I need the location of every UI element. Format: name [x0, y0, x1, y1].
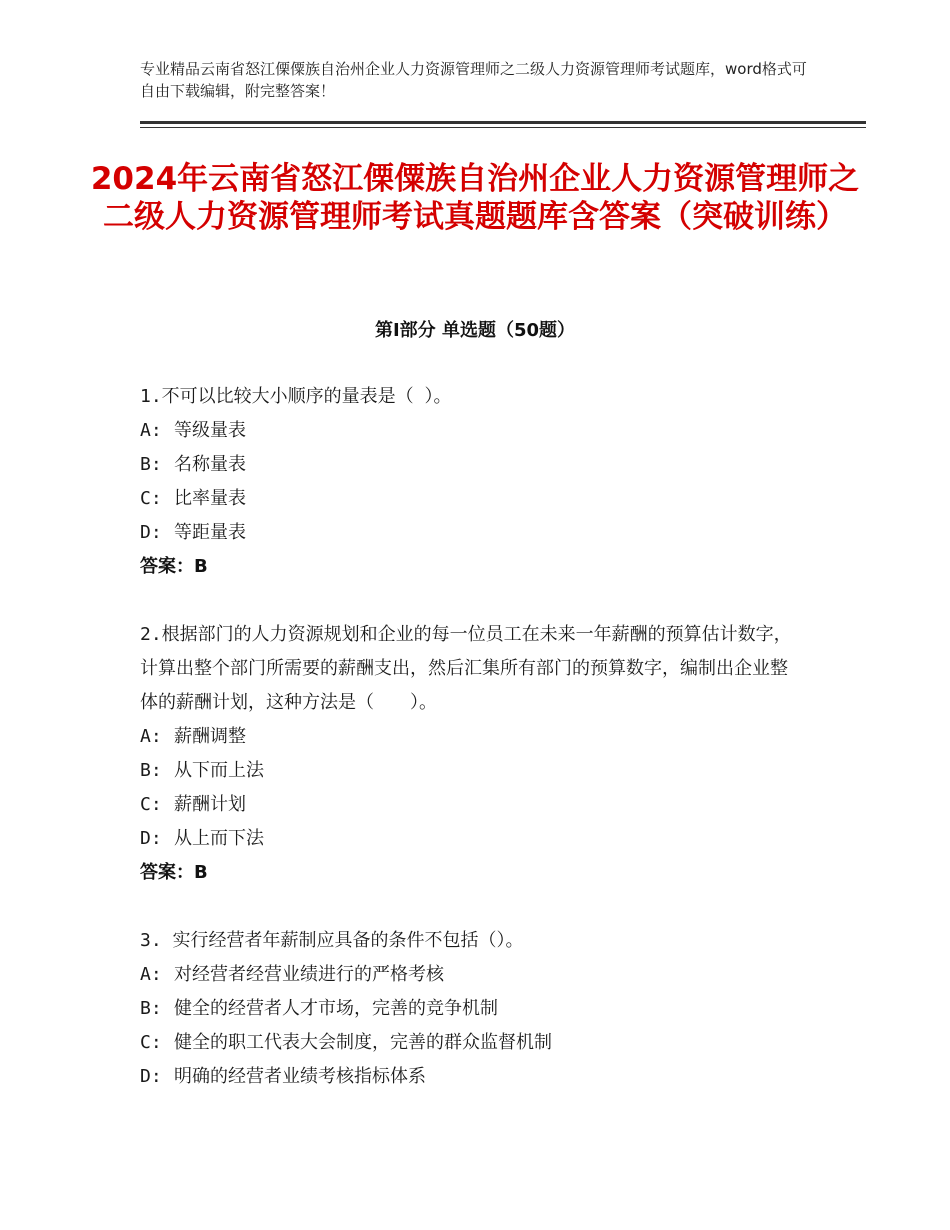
- option-key: B:: [140, 454, 162, 475]
- option-a: [140, 720, 800, 754]
- option-text: 明确的经营者业绩考核指标体系: [174, 1066, 426, 1087]
- option-key: B:: [140, 760, 162, 781]
- option-key: A:: [140, 420, 162, 441]
- header-divider-thick: [140, 121, 866, 124]
- option-c: [140, 482, 800, 516]
- option-a: [140, 414, 800, 448]
- question-stem: 2.根据部门的人力资源规划和企业的每一位员工在未来一年薪酬的预算估计数字，计算出整个部门所需要的薪酬支出，然后汇集所有部门的预算数字，编制出企业整体的薪酬计划，这种方法是（ ）。: [140, 624, 792, 713]
- option-text: 等距量表: [174, 522, 246, 543]
- option-text: 对经营者经营业绩进行的严格考核: [174, 964, 444, 985]
- option-text: 健全的经营者人才市场，完善的竞争机制: [174, 998, 498, 1019]
- option-text: 从上而下法: [174, 828, 264, 849]
- option-b: [140, 992, 800, 1026]
- option-key: C:: [140, 794, 162, 815]
- option-c: [140, 788, 800, 822]
- question-stem: 1.不可以比较大小顺序的量表是（ ）。: [140, 386, 452, 407]
- option-key: C:: [140, 488, 162, 509]
- option-text: 健全的职工代表大会制度，完善的群众监督机制: [174, 1032, 552, 1053]
- question-1: [140, 380, 800, 584]
- option-text: 名称量表: [174, 454, 246, 475]
- option-b: [140, 754, 800, 788]
- option-text: 比率量表: [174, 488, 246, 509]
- option-d: [140, 1060, 800, 1094]
- option-key: A:: [140, 964, 162, 985]
- option-key: B:: [140, 998, 162, 1019]
- answer-line: 答案：B: [140, 862, 208, 883]
- question-list: [140, 380, 800, 1128]
- option-text: 薪酬调整: [174, 726, 246, 747]
- question-stem: 3. 实行经营者年薪制应具备的条件不包括（）。: [140, 930, 524, 951]
- question-3: [140, 924, 800, 1094]
- section-title: 第Ⅰ部分 单选题（50题）: [374, 320, 575, 341]
- option-key: D:: [140, 828, 162, 849]
- option-text: 薪酬计划: [174, 794, 246, 815]
- option-text: 从下而上法: [174, 760, 264, 781]
- option-text: 等级量表: [174, 420, 246, 441]
- option-c: [140, 1026, 800, 1060]
- document-title: 2024年云南省怒江傈僳族自治州企业人力资源管理师之二级人力资源管理师考试真题题库含答案（突破训练）: [90, 161, 860, 235]
- option-key: A:: [140, 726, 162, 747]
- option-key: D:: [140, 1066, 162, 1087]
- option-key: D:: [140, 522, 162, 543]
- question-2: [140, 618, 800, 890]
- header-note: 专业精品云南省怒江傈僳族自治州企业人力资源管理师之二级人力资源管理师考试题库，word格式可自由下载编辑，附完整答案！: [140, 60, 807, 100]
- header-divider-thin: [140, 127, 866, 128]
- answer-line: 答案：B: [140, 556, 208, 577]
- option-key: C:: [140, 1032, 162, 1053]
- option-d: [140, 516, 800, 550]
- option-a: [140, 958, 800, 992]
- option-b: [140, 448, 800, 482]
- option-d: [140, 822, 800, 856]
